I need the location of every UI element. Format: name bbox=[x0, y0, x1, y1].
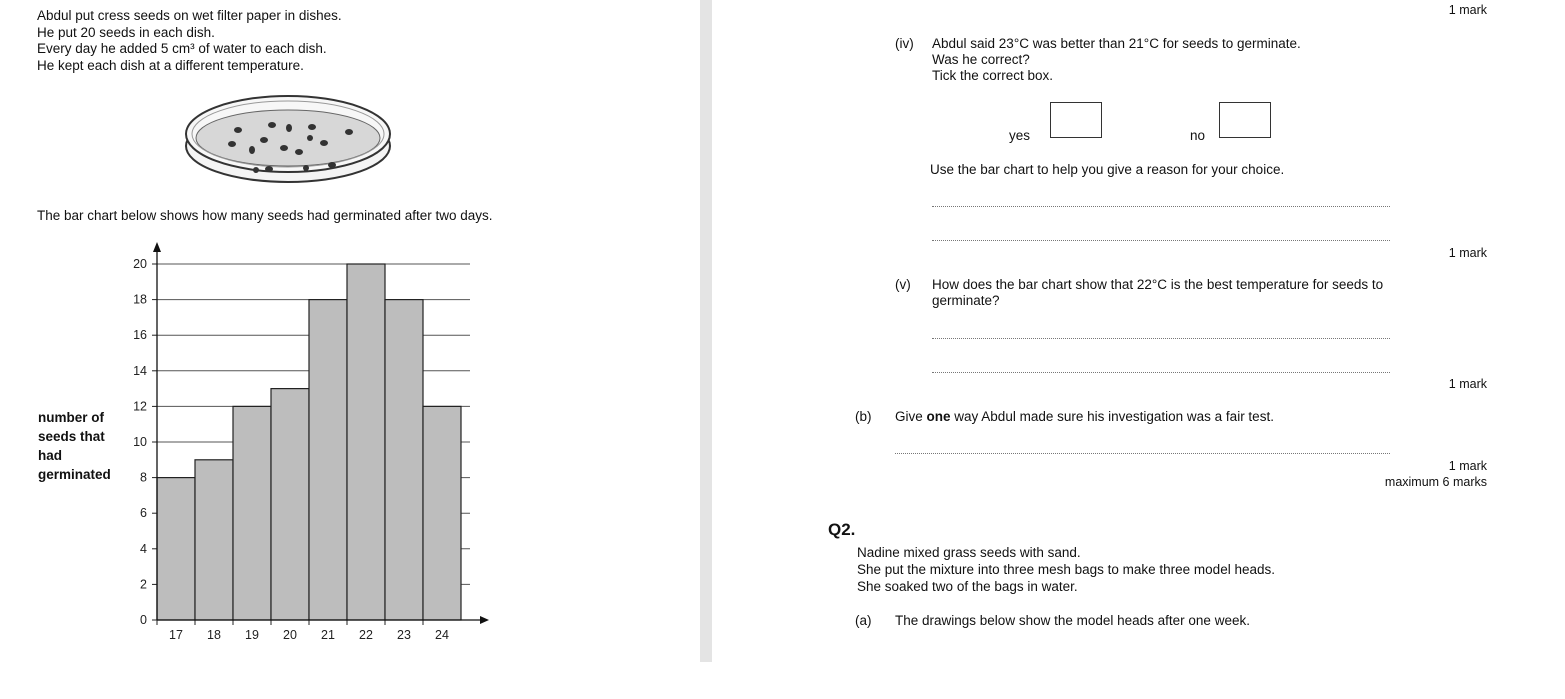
intro-line-2: He put 20 seeds in each dish. bbox=[37, 25, 215, 40]
question-v-line-1: How does the bar chart show that 22°C is the best temperature for seeds to bbox=[932, 277, 1384, 292]
y-tick-label-0: 0 bbox=[140, 613, 147, 627]
bar-18 bbox=[195, 460, 233, 620]
x-axis-arrow bbox=[480, 616, 489, 624]
y-tick-label-18: 18 bbox=[133, 292, 147, 307]
left-page bbox=[0, 0, 700, 662]
petri-dish-illustration bbox=[184, 90, 394, 190]
q2-line-3: She soaked two of the bags in water. bbox=[857, 579, 1078, 594]
y-tick-label-12: 12 bbox=[133, 399, 147, 414]
germination-bar-chart bbox=[30, 236, 500, 662]
x-tick-label-20: 20 bbox=[283, 628, 297, 642]
yes-checkbox[interactable] bbox=[1050, 102, 1102, 138]
question-iv-line-2: Was he correct? bbox=[932, 52, 1030, 67]
question-iv-line-3: Tick the correct box. bbox=[932, 68, 1054, 83]
question-v-number: (v) bbox=[895, 277, 911, 292]
page-edge bbox=[1532, 0, 1565, 662]
x-tick-label-17: 17 bbox=[169, 628, 183, 642]
y-axis-label: number of seeds that had germinated bbox=[38, 410, 111, 482]
question-iv-number: (iv) bbox=[895, 36, 914, 51]
q2-line-1: Nadine mixed grass seeds with sand. bbox=[857, 545, 1081, 560]
mark-label-v: 1 mark bbox=[1448, 377, 1487, 391]
intro-line-3: Every day he added 5 cm³ of water to each dish. bbox=[37, 41, 327, 56]
x-tick-label-18: 18 bbox=[207, 628, 221, 642]
y-tick-label-8: 8 bbox=[140, 470, 147, 485]
intro-line-1: Abdul put cress seeds on wet filter paper in dishes. bbox=[37, 8, 342, 23]
bar-21 bbox=[309, 300, 347, 620]
bar-20 bbox=[271, 389, 309, 620]
answer-line-b[interactable] bbox=[895, 453, 1390, 454]
y-tick-label-2: 2 bbox=[140, 577, 147, 592]
y-tick-label-10: 10 bbox=[133, 435, 147, 449]
intro-line-4: He kept each dish at a different temperature. bbox=[37, 58, 304, 73]
y-tick-label-14: 14 bbox=[133, 363, 147, 378]
x-tick-label-23: 23 bbox=[397, 628, 411, 642]
x-tick-label-21: 21 bbox=[321, 628, 335, 642]
no-label: no bbox=[1190, 128, 1206, 143]
bar-24 bbox=[423, 406, 461, 620]
question-v-line-2: germinate? bbox=[932, 293, 1000, 308]
right-page bbox=[712, 0, 1532, 662]
x-tick-label-22: 22 bbox=[359, 628, 373, 642]
bar-22 bbox=[347, 264, 385, 620]
y-tick-label-6: 6 bbox=[140, 506, 147, 521]
mark-label-iv: 1 mark bbox=[1448, 246, 1487, 260]
answer-line-iv-1[interactable] bbox=[932, 206, 1390, 207]
reason-prompt: Use the bar chart to help you give a reason for your choice. bbox=[930, 162, 1285, 177]
yes-label: yes bbox=[1009, 128, 1031, 143]
y-tick-label-20: 20 bbox=[133, 257, 147, 271]
bar-23 bbox=[385, 300, 423, 620]
question-2a-number: (a) bbox=[855, 613, 872, 628]
maximum-marks: maximum 6 marks bbox=[1384, 475, 1487, 489]
question-b-text: Give one way Abdul made sure his investigation was a fair test. bbox=[895, 409, 1274, 424]
question-iv-line-1: Abdul said 23°C was better than 21°C for seeds to germinate. bbox=[932, 36, 1301, 51]
answer-line-v-1[interactable] bbox=[932, 338, 1390, 339]
y-tick-label-16: 16 bbox=[133, 328, 147, 343]
answer-line-iv-2[interactable] bbox=[932, 240, 1390, 241]
y-tick-label-4: 4 bbox=[140, 541, 147, 556]
answer-line-v-2[interactable] bbox=[932, 372, 1390, 373]
x-tick-label-19: 19 bbox=[245, 628, 259, 642]
q2-line-2: She put the mixture into three mesh bags to make three model heads. bbox=[857, 562, 1275, 577]
mark-label: 1 mark bbox=[1448, 3, 1487, 17]
x-tick-label-24: 24 bbox=[435, 628, 449, 642]
bar-17 bbox=[157, 478, 195, 620]
mark-label-b: 1 mark bbox=[1448, 459, 1487, 473]
no-checkbox[interactable] bbox=[1219, 102, 1271, 138]
chart-intro: The bar chart below shows how many seeds had germinated after two days. bbox=[37, 208, 493, 223]
question-b-number: (b) bbox=[855, 409, 872, 424]
question-2a-text: The drawings below show the model heads after one week. bbox=[895, 613, 1250, 628]
question-2-label: Q2. bbox=[828, 520, 856, 539]
y-axis-arrow bbox=[153, 242, 161, 252]
page-gutter bbox=[700, 0, 712, 662]
bar-19 bbox=[233, 406, 271, 620]
bottom-margin bbox=[0, 662, 1565, 699]
